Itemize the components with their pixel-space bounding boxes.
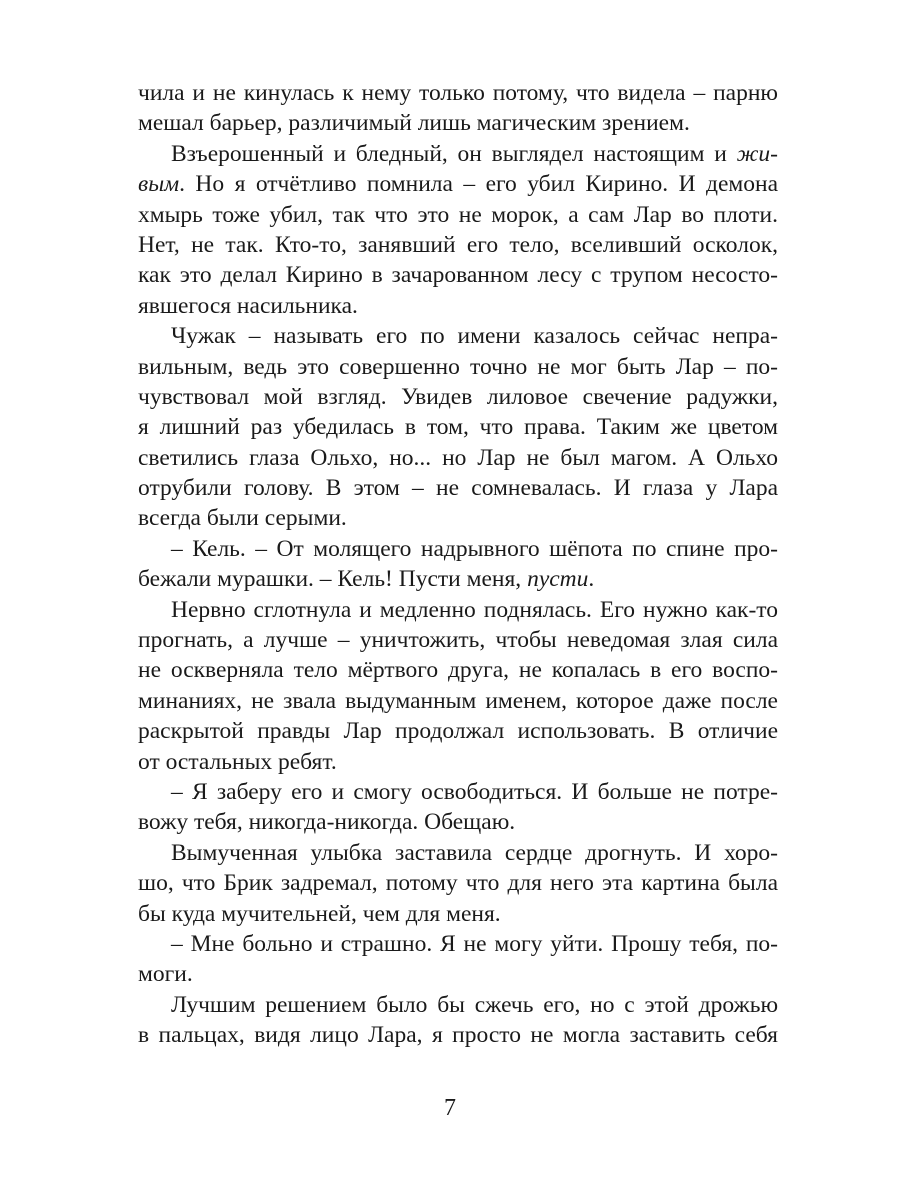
text-line: Вымученная улыбка заставила сердце дрогнуть. И хоро- bbox=[171, 839, 778, 866]
text-line: бежали мурашки. – Кель! Пусти меня, пусти. bbox=[138, 566, 595, 593]
italic-word: жи- bbox=[736, 140, 778, 167]
italic-word: пусти bbox=[527, 566, 589, 593]
text-line: как это делал Кирино в зачарованном лесу с трупом несосто- bbox=[138, 262, 778, 289]
text-line: раскрытой правды Лар продолжал использовать. В отличие bbox=[138, 718, 778, 745]
text-line: в пальцах, видя лицо Лара, я просто не могла заставить себя bbox=[138, 1022, 778, 1049]
text-line: – Я заберу его и смогу освободиться. И больше не потре- bbox=[171, 778, 778, 805]
text-line: я лишний раз убедилась в том, что права. Таким же цветом bbox=[138, 414, 778, 441]
text-line: чила и не кинулась к нему только потому, что видела – парню bbox=[138, 80, 778, 106]
text-line: от остальных ребят. bbox=[138, 748, 337, 775]
text-line: – Кель. – От молящего надрывного шёпота по спине про- bbox=[171, 535, 778, 562]
text-line: – Мне больно и страшно. Я не могу уйти. Прошу тебя, по- bbox=[171, 930, 778, 957]
page-number: 7 bbox=[444, 1095, 456, 1121]
text-line: Взъерошенный и бледный, он выглядел настоящим и жи- bbox=[171, 140, 778, 167]
text-line: вильным, ведь это совершенно точно не мог быть Лар – по- bbox=[138, 353, 778, 380]
text-line: Лучшим решением было бы сжечь его, но с этой дрожью bbox=[171, 991, 778, 1018]
text-line: чувствовал мой взгляд. Увидев лиловое свечение радужки, bbox=[138, 383, 778, 410]
text-line: прогнать, а лучше – уничтожить, чтобы неведомая злая сила bbox=[138, 627, 778, 654]
text-line: шо, что Брик задремал, потому что для него эта картина была bbox=[138, 870, 778, 897]
text-line: всегда были серыми. bbox=[138, 505, 347, 532]
text-line: Нервно сглотнула и медленно поднялась. Его нужно как-то bbox=[171, 596, 778, 623]
text-line: бы куда мучительней, чем для меня. bbox=[138, 900, 501, 927]
text-line: Нет, не так. Кто-то, занявший его тело, вселивший осколок, bbox=[138, 231, 778, 258]
page-body bbox=[138, 78, 778, 1051]
text-line: явшегося насильника. bbox=[138, 292, 358, 319]
text-line: вым. Но я отчётливо помнила – его убил Кирино. И демона bbox=[138, 171, 778, 198]
text-line: Чужак – называть его по имени казалось сейчас непра- bbox=[171, 323, 778, 350]
text-line: вожу тебя, никогда-никогда. Обещаю. bbox=[138, 809, 516, 836]
text-line: светились глаза Ольхо, но... но Лар не был магом. А Ольхо bbox=[138, 444, 778, 471]
text-line: хмырь тоже убил, так что это не морок, а сам Лар во плоти. bbox=[138, 201, 778, 228]
text-line: не оскверняла тело мёртвого друга, не копалась в его воспо- bbox=[138, 657, 778, 684]
italic-word: вым bbox=[138, 171, 180, 198]
text-line: отрубили голову. В этом – не сомневалась. И глаза у Лара bbox=[138, 475, 778, 502]
text-line: мешал барьер, различимый лишь магическим зрением. bbox=[138, 110, 690, 137]
text-line: минаниях, не звала выдуманным именем, которое даже после bbox=[138, 687, 778, 714]
text-line: моги. bbox=[138, 961, 193, 988]
